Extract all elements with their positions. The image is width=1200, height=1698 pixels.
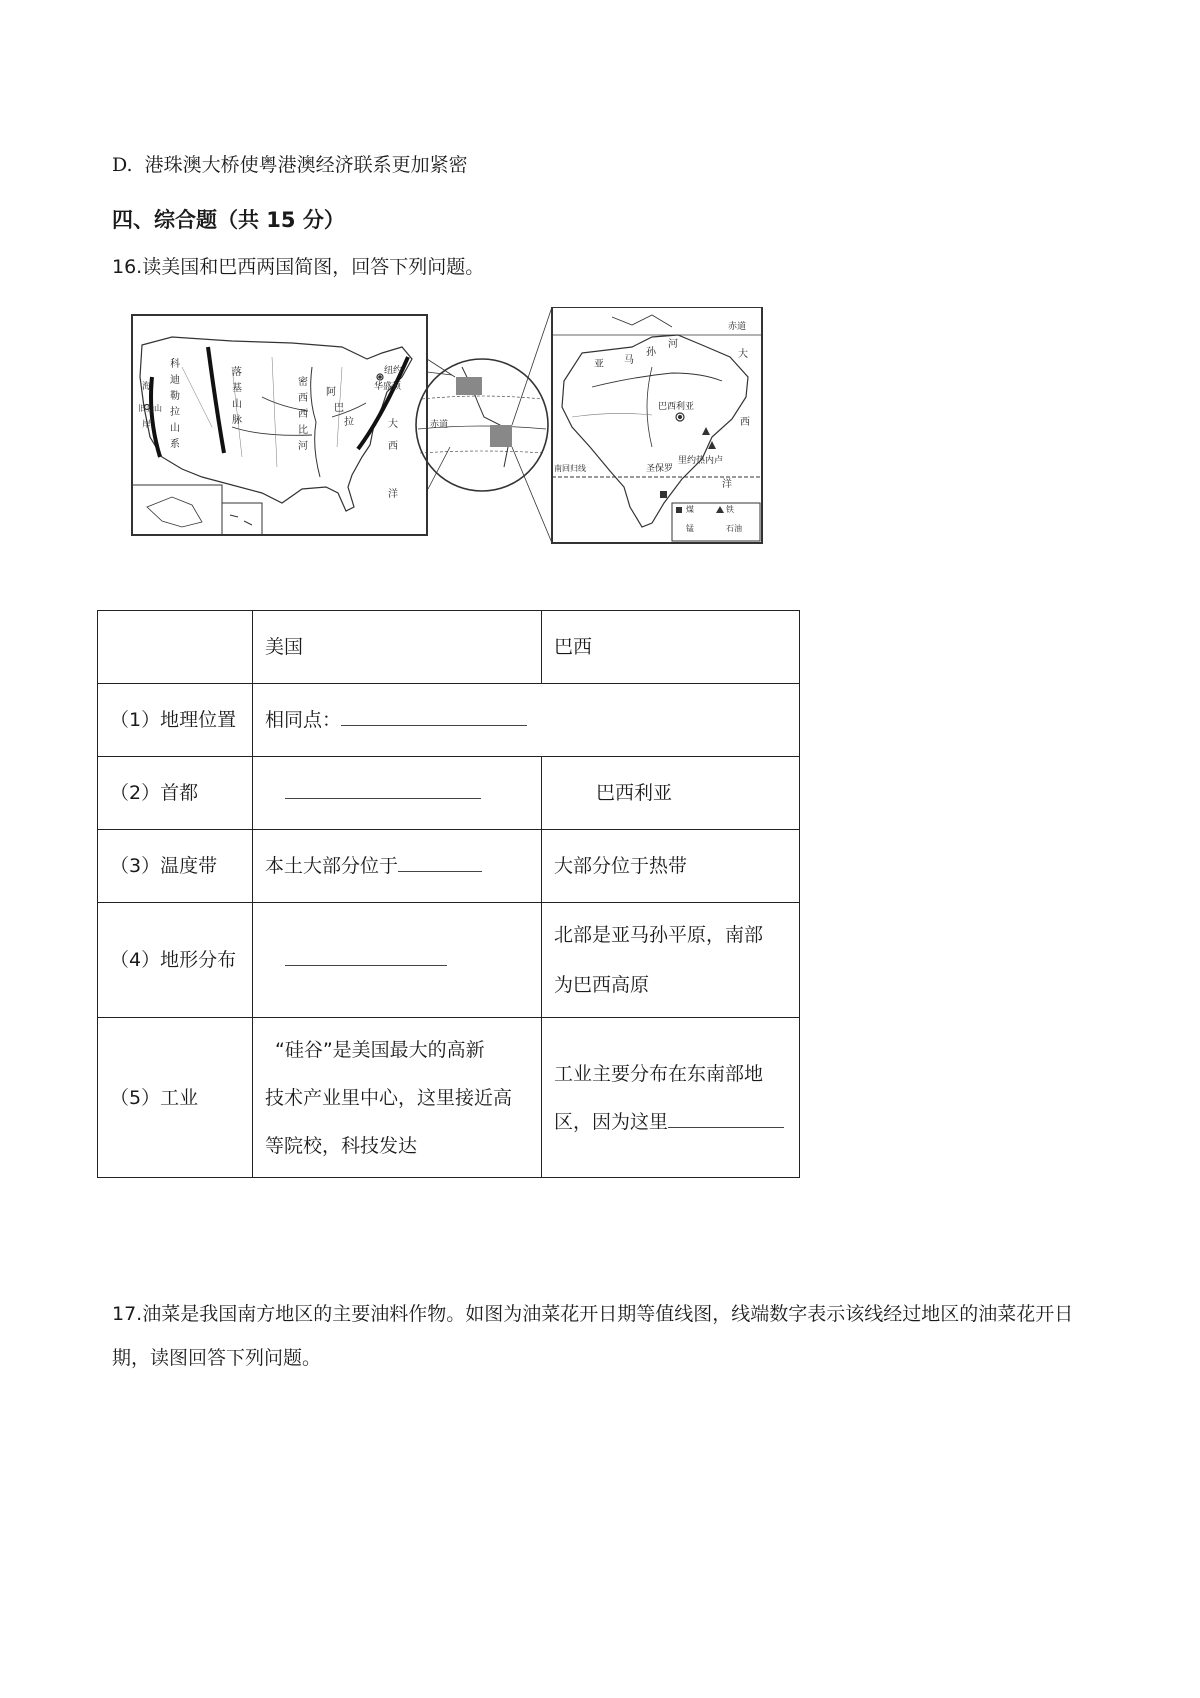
svg-text:大: 大 — [388, 419, 398, 430]
svg-text:岸: 岸 — [142, 420, 152, 430]
brazil-terrain-line: 北部是亚马孙平原，南部 — [554, 924, 764, 946]
row-label: （2）首都 — [98, 757, 253, 830]
svg-text:纽约: 纽约 — [384, 366, 403, 376]
header-cell-usa: 美国 — [253, 611, 542, 684]
table-row-location — [98, 684, 800, 757]
svg-text:南回归线: 南回归线 — [554, 464, 586, 473]
svg-text:海: 海 — [142, 382, 152, 392]
row-label: （3）温度带 — [98, 830, 253, 903]
svg-text:赤道: 赤道 — [728, 322, 747, 332]
svg-text:勒: 勒 — [170, 391, 180, 402]
row-label: （1）地理位置 — [98, 684, 253, 757]
svg-text:巴: 巴 — [334, 403, 344, 414]
svg-text:比: 比 — [298, 425, 308, 436]
usa-capital-cell — [253, 757, 542, 830]
usa-industry-cell — [253, 1018, 542, 1178]
svg-text:里约热内卢: 里约热内卢 — [678, 456, 724, 466]
svg-text:密: 密 — [298, 377, 308, 388]
svg-text:山: 山 — [170, 423, 180, 434]
svg-text:洋: 洋 — [388, 489, 398, 500]
svg-text:煤: 煤 — [686, 505, 694, 514]
option-letter: D. — [112, 154, 133, 176]
svg-text:基: 基 — [232, 383, 242, 394]
brazil-terrain-cell — [542, 903, 800, 1018]
svg-text:拉: 拉 — [170, 407, 180, 418]
brazil-map-labels — [554, 320, 750, 533]
brazil-industry-text: 区，因为这里 — [554, 1110, 669, 1133]
svg-text:河: 河 — [668, 339, 678, 350]
svg-text:拉: 拉 — [344, 417, 354, 428]
globe-equator-label: 赤道 — [430, 420, 449, 430]
svg-text:洋: 洋 — [722, 479, 732, 490]
usa-industry-line: 等院校，科技发达 — [265, 1134, 418, 1157]
section-title: 四、综合题（共 15 分） — [112, 208, 345, 232]
usa-brazil-map-figure — [112, 307, 843, 596]
location-cell — [253, 684, 800, 757]
svg-text:圣保罗: 圣保罗 — [646, 464, 674, 474]
row-label: （4）地形分布 — [98, 903, 253, 1018]
usa-terrain-cell — [253, 903, 542, 1018]
svg-text:华盛顿: 华盛顿 — [374, 382, 402, 392]
svg-text:亚: 亚 — [594, 359, 604, 370]
usa-industry-line: “硅谷”是美国最大的高新 — [275, 1038, 485, 1061]
header-cell-brazil: 巴西 — [542, 611, 800, 684]
answer-blank[interactable] — [668, 1105, 784, 1128]
brazil-industry-cell — [542, 1018, 800, 1178]
table-row-capital — [98, 757, 800, 830]
svg-text:马: 马 — [624, 355, 634, 366]
brazil-industry-line-2 — [554, 1098, 787, 1146]
table-header-row — [98, 611, 800, 684]
svg-text:科: 科 — [170, 359, 180, 370]
answer-blank[interactable] — [398, 849, 482, 872]
svg-text:铁: 铁 — [726, 505, 734, 514]
svg-text:旧金山: 旧金山 — [138, 404, 162, 413]
brazil-terrain-line: 为巴西高原 — [554, 974, 650, 996]
table-row-terrain — [98, 903, 800, 1018]
usa-temperature-text: 本土大部分位于 — [265, 855, 399, 877]
location-prompt: 相同点： — [265, 709, 342, 731]
svg-text:大: 大 — [738, 349, 748, 360]
svg-text:西: 西 — [388, 441, 398, 452]
question-17-stem: 17.油菜是我国南方地区的主要油料作物。如图为油菜花开日期等值线图，线端数字表示该线经过地区的油菜花开日期，读图回答下列问题。 — [112, 1303, 1074, 1369]
svg-text:落: 落 — [232, 367, 242, 378]
svg-text:山: 山 — [232, 399, 242, 410]
option-text: 港珠澳大桥使粤港澳经济联系更加紧密 — [144, 154, 468, 176]
svg-text:西: 西 — [740, 417, 750, 428]
answer-blank[interactable] — [285, 943, 447, 966]
option-d — [112, 150, 468, 177]
svg-text:迪: 迪 — [170, 375, 180, 386]
svg-text:阿: 阿 — [326, 387, 336, 398]
svg-text:系: 系 — [170, 439, 180, 450]
usa-industry-line: 技术产业里中心，这里接近高 — [265, 1086, 513, 1109]
answer-blank[interactable] — [285, 776, 481, 799]
table-row-industry — [98, 1018, 800, 1178]
svg-text:孙: 孙 — [646, 347, 656, 358]
svg-text:脉: 脉 — [232, 415, 242, 426]
svg-text:巴西利亚: 巴西利亚 — [658, 402, 695, 412]
svg-text:西: 西 — [298, 409, 308, 420]
svg-text:石油: 石油 — [726, 524, 742, 533]
svg-text:锰: 锰 — [686, 524, 694, 533]
header-cell-empty — [98, 611, 253, 684]
svg-text:河: 河 — [298, 441, 308, 452]
row-label: （5）工业 — [98, 1018, 253, 1178]
usa-map-labels — [138, 357, 402, 500]
answer-blank[interactable] — [341, 703, 527, 726]
usa-temperature-cell — [253, 830, 542, 903]
brazil-capital-cell: 巴西利亚 — [542, 757, 800, 830]
question-16-stem: 16.读美国和巴西两国简图，回答下列问题。 — [112, 256, 485, 278]
brazil-temperature-cell: 大部分位于热带 — [542, 830, 800, 903]
brazil-industry-line: 工业主要分布在东南部地 — [554, 1062, 764, 1085]
svg-text:西: 西 — [298, 393, 308, 404]
comparison-table — [97, 610, 800, 1178]
table-row-temperature — [98, 830, 800, 903]
